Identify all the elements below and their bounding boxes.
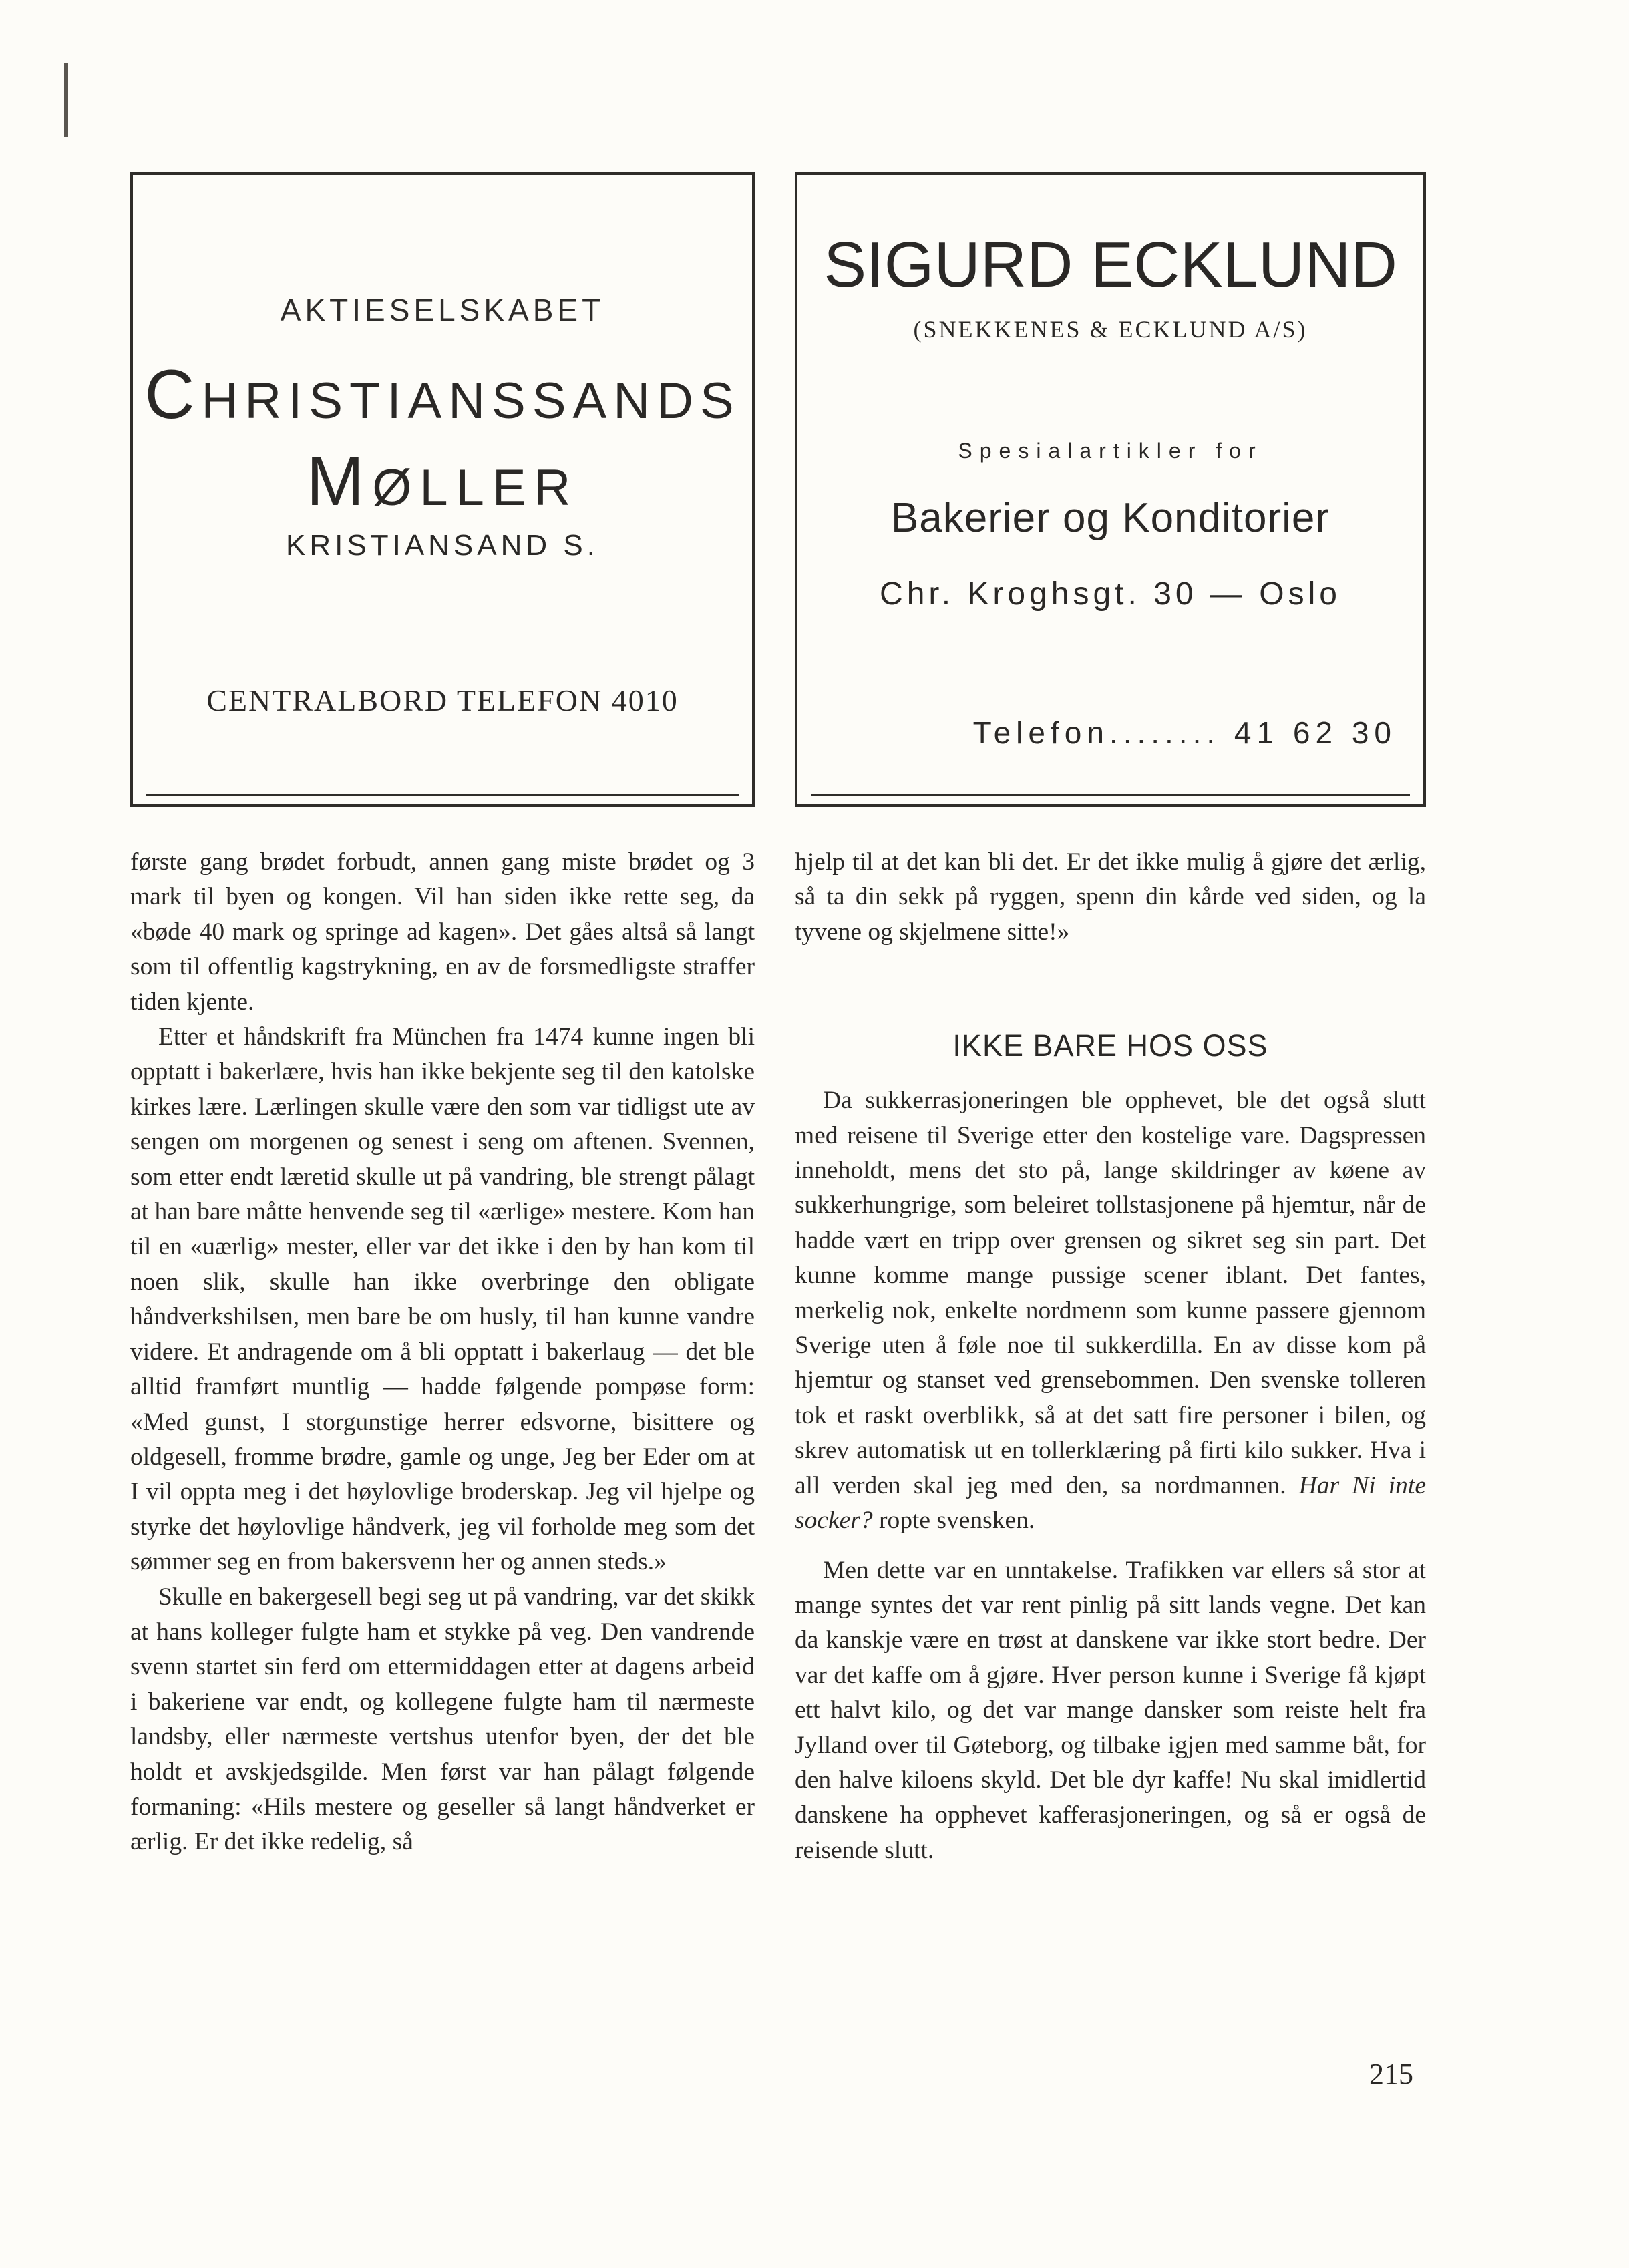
article-heading: IKKE BARE HOS OSS <box>952 1028 1268 1063</box>
company-city: KRISTIANSAND S. <box>286 529 599 562</box>
paragraph: første gang brødet forbudt, annen gang miste brødet og 3 mark til byen og kongen. Vil han siden ikke rette seg, da «bøde 40 mark og springe ad kagen». Det gåes altså så langt som til offentlig kagstrykning, en av de forsmedligste straffer tiden kjente. <box>130 848 755 1016</box>
text-column-left <box>130 845 755 1860</box>
company-name <box>133 355 752 435</box>
specialty: Bakerier og Konditorier <box>890 495 1330 541</box>
company-type: AKTIESELSKABET <box>280 293 605 327</box>
company-subtitle: (SNEKKENES & ECKLUND A/S) <box>913 316 1308 343</box>
specialty-intro: Spesialartikler for <box>958 439 1263 463</box>
company-name-initial: C <box>144 356 202 433</box>
text-column-right <box>795 845 1426 1868</box>
paragraph: Men dette var en unntakelse. Trafikken var ellers så stor at mange syntes det var rent pinlig på sitt lands vegne. Det kan da kanskje være en trøst at danskene var ikke stort bedre. Der var det kaffe om å gjøre. Hver person kunne i Sverige få kjøpt ett halvt kilo, og det var mange dansker som reiste helt fra Jylland over til Gøteborg, og tilbake igjen med samme båt, for den halve kiloens skyld. Det ble dyr kaffe! Nu skal imidlertid danskene ha opphevet kafferasjoneringen, og så er også de reisende slutt. <box>795 1556 1426 1864</box>
company-address: Chr. Kroghsgt. 30 — Oslo <box>880 576 1341 612</box>
company-name-2-initial: M <box>306 443 373 520</box>
company-name: SIGURD ECKLUND <box>824 229 1397 301</box>
paragraph: Skulle en bakergesell begi seg ut på vandring, var det skikk at hans kolleger fulgte ham et stykke på veg. Den vandrende svenn startet sin ferd om ettermiddagen etter at dagens arbeid i bakeriene var endt, og kollegene fulgte ham til nærmeste landsby, eller nærmeste vertshus utenfor byen, der det ble holdt et avskjedsgilde. Men først var han pålagt følgende formaning: «Hils mestere og geseller så langt håndverket er ærlig. Er det ikke redelig, så <box>130 1583 755 1856</box>
company-name-2-rest: ØLLER <box>372 459 579 516</box>
company-phone: CENTRALBORD TELEFON 4010 <box>206 683 679 717</box>
paragraph-text: ropte svensken. <box>879 1507 1035 1535</box>
company-name-rest: HRISTIANSSANDS <box>201 373 741 429</box>
paragraph <box>795 1083 1426 1538</box>
paragraph: hjelp til at det kan bli det. Er det ikke mulig å gjøre det ærlig, så ta din sekk på ryggen, spenn din kårde ved siden, og la tyvene og skjelmene sitte!» <box>795 848 1426 946</box>
page-number: 215 <box>1369 2058 1413 2090</box>
ad-bottom-rule <box>811 794 1410 796</box>
paragraph: Etter et håndskrift fra München fra 1474 kunne ingen bli opptatt i bakerlære, hvis han ikke bekjente seg til den katolske kirkes lære. Lærlingen skulle være den som var tidligst ute av sengen om morgenen og senest i seng om aftenen. Svennen, som etter endt læretid skulle ut på vandring, ble strengt pålagt at han bare måtte henvende seg til «ærlige» mestere. Kom han til en «uærlig» mester, eller var det ikke i den by han kom til noen slik, skulle han ikke overbringe den obligate håndverkshilsen, men bare be om husly, til han kunne vandre videre. Et andragende om å bli opptatt i bakerlaug — det ble alltid framført muntlig — hadde følgende pompøse form: «Med gunst, I storgunstige herrer edsvorne, bisittere og oldgesell, fromme brødre, gamle og unge, Jeg ber Eder om at I vil oppta meg i det høylovlige broderskap. Jeg vil hjelpe og styrke det høylovlige håndverk, jeg vil forholde meg som det sømmer seg en from bakersvenn her og annen steds.» <box>130 1023 755 1576</box>
ad-christianssands-moller <box>130 172 755 807</box>
italic-quote: Har Ni inte socker? <box>795 1471 1426 1535</box>
ad-sigurd-ecklund <box>795 172 1426 807</box>
company-name-2 <box>133 442 752 522</box>
paragraph-gap <box>795 1539 1426 1553</box>
binding-shadow <box>64 63 68 137</box>
paragraph-text: Da sukkerrasjoneringen ble opphevet, ble det også slutt med reisene til Sverige etter den kostelige vare. Dagspressen inneholdt, mens det sto på, lange skildringer av køene av sukkerhungrige, som beleiret tollstasjonene på hjemtur, når de hadde vært en tripp over grensen og sikret seg sin part. Det kunne komme mange pussige scener iblant. Det fantes, merkelig nok, enkelte nordmenn som kunne passere gjennom Sverige uten å føle noe til sukkerdilla. En av disse kom på hjemtur og stanset ved grensebommen. Den svenske tolleren tok et raskt overblikk, så at det satt fire personer i bilen, og skrev automatisk ut en tollerklæring på firti kilo sukker. Hva i all verden skal jeg med den, sa nordmannen. <box>795 1087 1426 1499</box>
company-phone: Telefon........ 41 62 30 <box>972 715 1397 750</box>
ad-bottom-rule <box>146 794 739 796</box>
